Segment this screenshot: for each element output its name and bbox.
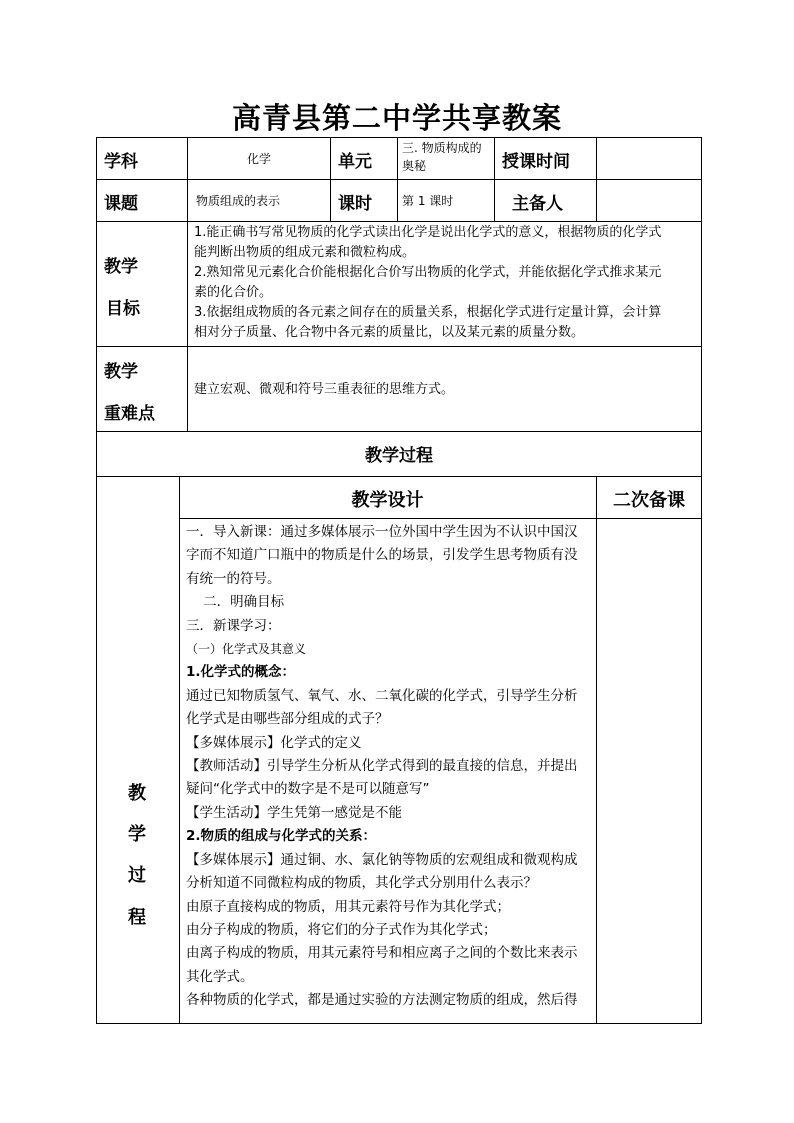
col-divider-2 (330, 137, 331, 221)
process-line: （一）化学式及其意义 (186, 642, 307, 657)
process-line: 一．导入新课：通过多媒体展示一位外国中学生因为不认识中国汉 (186, 524, 578, 540)
process-line: 【多媒体展示】通过铜、水、氯化钠等物质的宏观组成和微观构成 (186, 851, 578, 868)
process-line: 疑问“化学式中的数字是不是可以随意写” (186, 781, 430, 798)
col-divider-5 (596, 137, 597, 221)
objective-line: 相对分子质量、化合物中各元素的质量比，以及某元素的质量分数。 (194, 325, 585, 340)
process-line: 二．明确目标 (186, 594, 285, 611)
process-line: 【多媒体展示】化学式的定义 (186, 734, 362, 751)
process-content (186, 521, 594, 1013)
process-line: 【教师活动】引导学生分析从化学式得到的最直接的信息，并提出 (186, 758, 578, 775)
process-line: 由离子构成的物质，用其元素符号和相应离子之间的个数比来表示 (186, 945, 578, 962)
process-line: 2.物质的组成与化学式的关系： (186, 828, 377, 845)
objective-line: 1.能正确书写常见物质的化学式读出化学是说出化学式的意义，根据物质的化学式 (194, 225, 662, 240)
difficulty-label-top: 教学 (104, 362, 138, 382)
process-line: 有统一的符号。 (186, 570, 281, 587)
document-title: 高青县第二中学共享教案 (231, 101, 562, 135)
process-side-label-4: 程 (128, 907, 146, 928)
unit-value: 三. 物质构成的奥秘 (402, 141, 482, 173)
period-label: 课时 (338, 194, 372, 214)
difficulty-label-bottom: 重难点 (104, 404, 155, 424)
subject-value: 化学 (246, 152, 271, 166)
process-line: 1.化学式的概念： (186, 664, 296, 681)
process-header: 教学过程 (365, 446, 433, 466)
objectives-text (194, 223, 700, 343)
col-divider-label (187, 137, 188, 431)
process-line: 三．新课学习： (186, 617, 281, 634)
objective-line: 3.依据组成物质的各元素之间存在的质量关系，根据化学式进行定量计算，会计算 (194, 305, 662, 320)
objectives-label-bottom: 目标 (106, 299, 140, 319)
process-line: 各种物质的化学式，都是通过实验的方法测定物质的组成，然后得 (186, 992, 578, 1009)
process-line: 字而不知道广口瓶中的物质是什么的场景，引发学生思考物质有没 (186, 547, 578, 564)
process-line: 由原子直接构成的物质，用其元素符号作为其化学式； (186, 898, 510, 915)
process-line: 其化学式。 (186, 968, 254, 985)
topic-label: 课题 (104, 194, 138, 214)
class-time-label: 授课时间 (502, 152, 570, 172)
col-divider-process-side (179, 476, 180, 1024)
second-prep-header: 二次备课 (613, 490, 685, 511)
topic-value: 物质组成的表示 (196, 194, 281, 208)
objective-line: 素的化合价。 (194, 285, 273, 300)
subject-label: 学科 (104, 152, 138, 172)
unit-label: 单元 (338, 152, 372, 172)
table-border-bottom (96, 1023, 702, 1024)
process-line: 【学生活动】学生凭第一感觉是不能 (186, 804, 402, 821)
col-divider-4 (494, 137, 495, 221)
preparer-label: 主备人 (512, 194, 563, 214)
table-border-left (96, 137, 97, 1024)
process-line: 由分子构成的物质，将它们的分子式作为其化学式； (186, 921, 497, 938)
process-side-label-1: 教 (128, 783, 146, 804)
period-value: 第 1 课时 (402, 194, 454, 208)
objective-line: 能判断出物质的组成元素和微粒构成。 (194, 245, 416, 260)
row-divider-5 (96, 476, 702, 477)
row-divider-4 (96, 431, 702, 432)
process-side-label-3: 过 (128, 865, 146, 886)
second-prep-content[interactable] (597, 519, 701, 1023)
process-line: 分析知道不同微粒构成的物质，其化学式分别用什么表示？ (186, 875, 537, 892)
col-divider-3 (397, 137, 398, 221)
process-side-label-2: 学 (128, 824, 146, 845)
table-border-right (701, 137, 702, 1024)
objectives-label-top: 教学 (104, 257, 138, 277)
objective-line: 2.熟知常见元素化合价能根据化合价写出物质的化学式，并能依据化学式推求某元 (194, 265, 662, 280)
process-line: 通过已知物质氢气、氧气、水、二氧化碳的化学式，引导学生分析 (186, 687, 578, 704)
design-header: 教学设计 (351, 490, 424, 511)
difficulty-text: 建立宏观、微观和符号三重表征的思维方式。 (194, 382, 455, 397)
process-line: 化学式是由哪些部分组成的式子？ (186, 711, 389, 728)
